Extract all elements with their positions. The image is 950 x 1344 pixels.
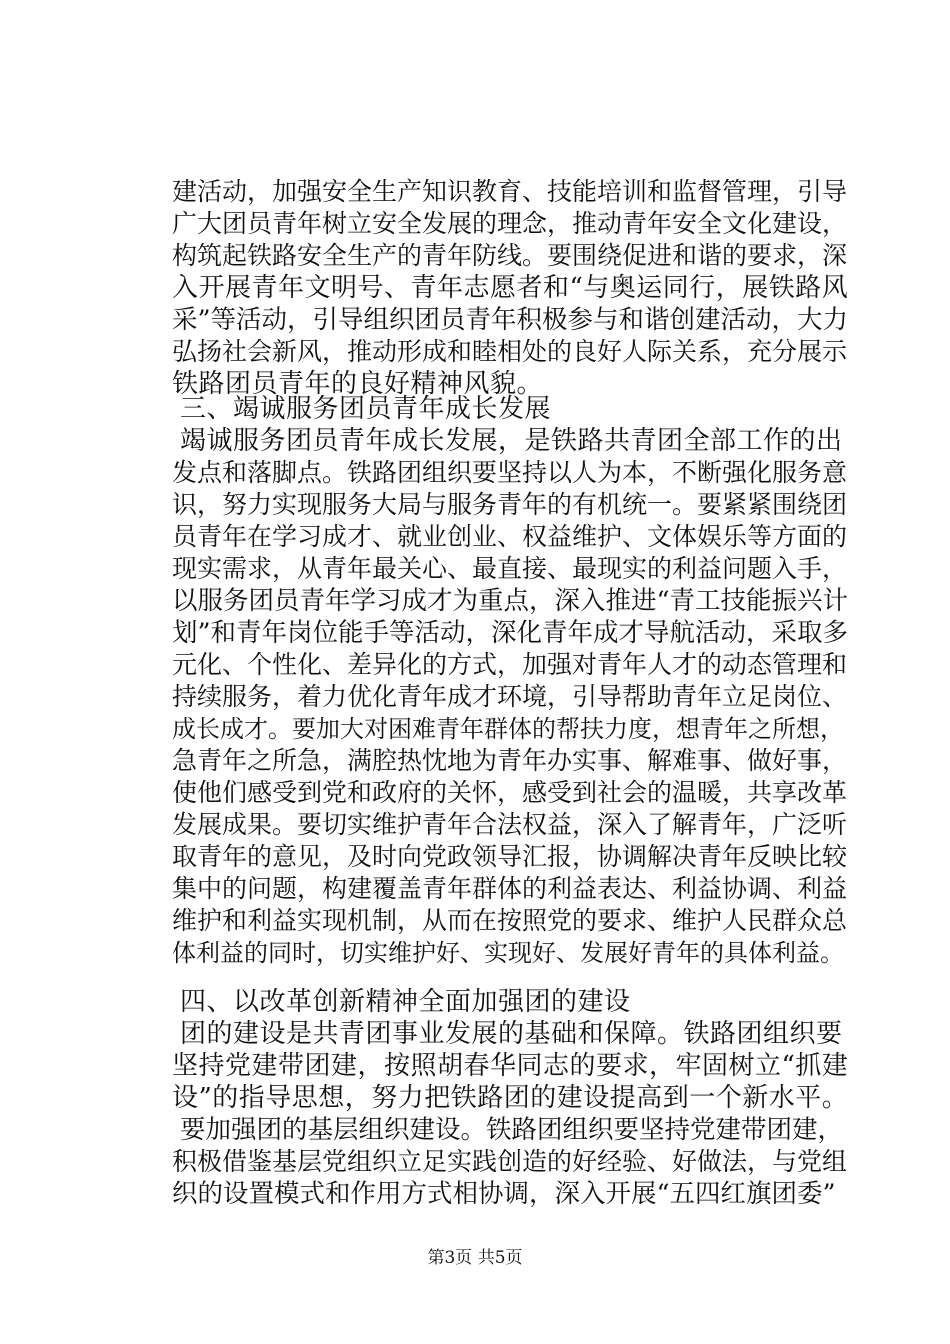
page-number-footer: 第3页 共5页 — [427, 1248, 523, 1268]
body-line: 竭诚服务团员青年成长发展，是铁路共青团全部工作的出 — [180, 426, 843, 456]
body-line: 取青年的意见，及时向党政领导汇报，协调解决青年反映比较 — [172, 842, 848, 871]
body-line: 织的设置模式和作用方式相协调，深入开展“五四红旗团委” — [172, 1179, 836, 1209]
body-line: 积极借鉴基层党组织立足实践创造的好经验、好做法，与党组 — [172, 1147, 848, 1176]
body-line: 广大团员青年树立安全发展的理念，推动青年安全文化建设， — [172, 209, 848, 238]
body-line: 发展成果。要切实维护青年合法权益，深入了解青年，广泛听 — [172, 810, 848, 839]
body-line: 使他们感受到党和政府的关怀，感受到社会的温暖，共享改革 — [172, 778, 848, 807]
body-line: 识，努力实现服务大局与服务青年的有机统一。要紧紧围绕团 — [172, 490, 848, 519]
body-line: 现实需求，从青年最关心、最直接、最现实的利益问题入手， — [172, 554, 848, 583]
body-line: 要加强团的基层组织建设。铁路团组织要坚持党建带团建， — [180, 1115, 844, 1145]
body-line: 入开展青年文明号、青年志愿者和“与奥运同行，展铁路风 — [172, 273, 849, 303]
body-line: 发点和落脚点。铁路团组织要坚持以人为本，不断强化服务意 — [172, 458, 848, 487]
body-line: 体利益的同时，切实维护好、实现好、发展好青年的具体利益。 — [172, 939, 844, 967]
body-line: 团的建设是共青团事业发展的基础和保障。铁路团组织要 — [180, 1019, 843, 1049]
section-heading-4: 四、以改革创新精神全面加强团的建设 — [180, 987, 631, 1017]
body-line: 弘扬社会新风，推动形成和睦相处的良好人际关系，充分展示 — [172, 337, 848, 366]
body-line: 元化、个性化、差异化的方式，加强对青年人才的动态管理和 — [172, 650, 848, 679]
body-line: 铁路团员青年的良好精神风貌。 — [172, 369, 544, 399]
body-line: 设”的指导思想，努力把铁路团的建设提高到一个新水平。 — [172, 1083, 849, 1113]
body-line: 成长成才。要加大对困难青年群体的帮扶力度，想青年之所想， — [172, 715, 844, 743]
section-heading-3: 三、竭诚服务团员青年成长发展 — [180, 394, 552, 424]
body-line: 维护和利益实现机制，从而在按照党的要求、维护人民群众总 — [172, 906, 848, 935]
body-line: 建活动，加强安全生产知识教育、技能培训和监督管理，引导 — [172, 177, 848, 206]
body-line: 员青年在学习成才、就业创业、权益维护、文体娱乐等方面的 — [172, 522, 848, 551]
body-line: 坚持党建带团建，按照胡春华同志的要求，牢固树立“抓建 — [172, 1051, 849, 1081]
body-line: 以服务团员青年学习成才为重点，深入推进“青工技能振兴计 — [172, 586, 849, 616]
body-line: 集中的问题，构建覆盖青年群体的利益表达、利益协调、利益 — [172, 874, 848, 903]
body-line: 划”和青年岗位能手等活动，深化青年成才导航活动，采取多 — [172, 618, 849, 648]
body-line: 持续服务，着力优化青年成才环境，引导帮助青年立足岗位、 — [172, 682, 848, 711]
body-line: 急青年之所急，满腔热忱地为青年办实事、解难事、做好事， — [172, 746, 848, 775]
body-line: 构筑起铁路安全生产的青年防线。要围绕促进和谐的要求，深 — [172, 241, 848, 270]
body-line: 采”等活动，引导组织团员青年积极参与和谐创建活动，大力 — [172, 305, 849, 335]
